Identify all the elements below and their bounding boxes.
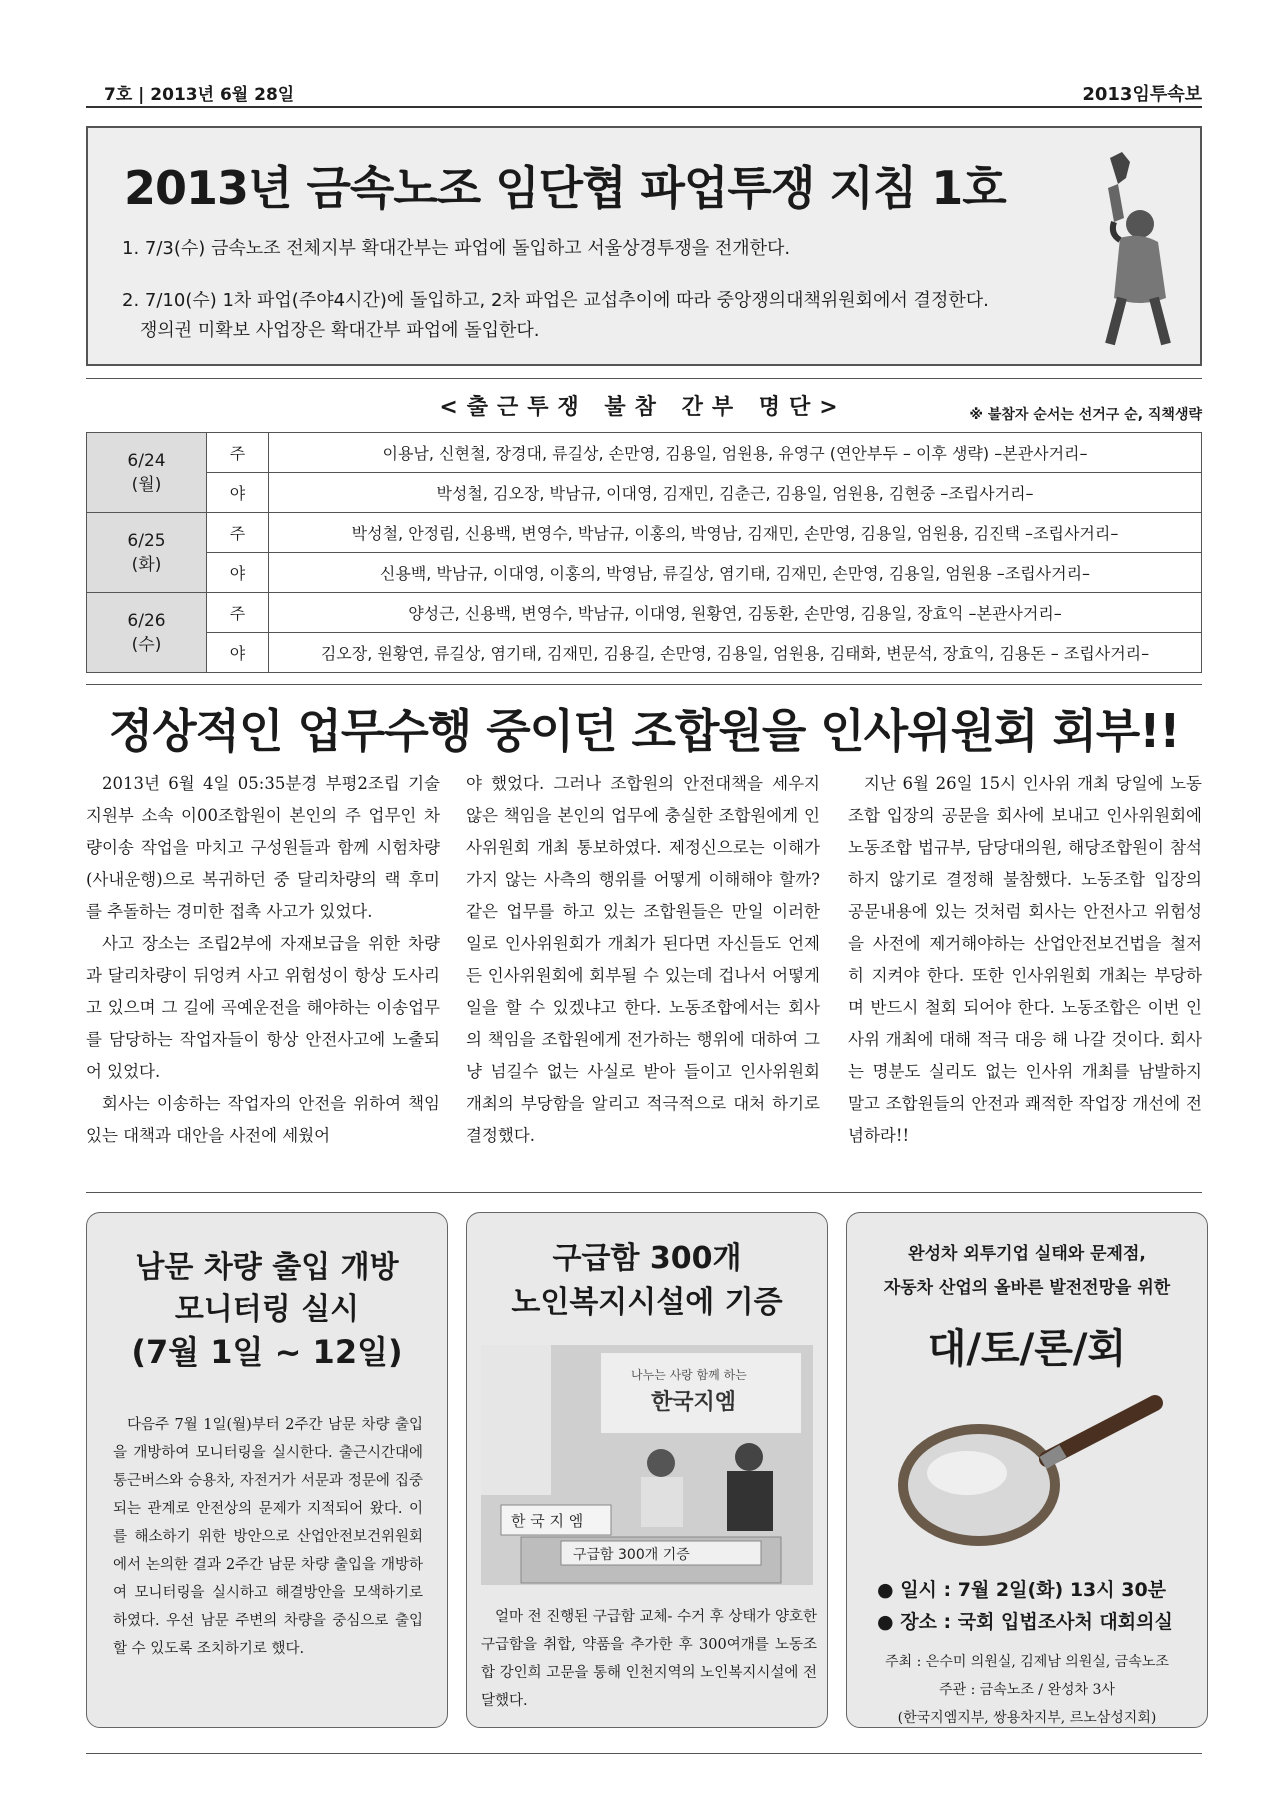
photo-box-text: 구급함 300개 기증 xyxy=(573,1547,690,1563)
south-gate-title-dates: (7월 1일 ~ 12일) xyxy=(131,1333,403,1371)
roster-date: 6/25 xyxy=(127,530,166,551)
shift-label: 주 xyxy=(207,513,269,553)
south-gate-title-line2: 모니터링 실시 xyxy=(174,1292,360,1327)
debate-organizer: 주관 : 금속노조 / 완성차 3사 xyxy=(939,1682,1115,1698)
magnifying-glass-icon xyxy=(887,1393,1167,1553)
shift-label: 야 xyxy=(207,553,269,593)
debate-members: (한국지엠지부, 쌍용차지부, 르노삼성지회) xyxy=(897,1710,1157,1726)
roster-note: ※ 불참자 순서는 선거구 순, 직책생략 xyxy=(969,407,1202,423)
shift-label: 주 xyxy=(207,433,269,473)
shift-label: 야 xyxy=(207,473,269,513)
strike-item-1: 1. 7/3(수) 금속노조 전체지부 확대간부는 파업에 돌입하고 서울상경투쟁을 전개한다. xyxy=(122,238,791,259)
bottom-rule xyxy=(86,1753,1202,1754)
strike-title: 2013년 금속노조 임단협 파업투쟁 지침 1호 xyxy=(124,161,1006,215)
debate-date: ● 일시 : 7월 2일(화) 13시 30분 xyxy=(877,1579,1167,1601)
roster-date-cell xyxy=(87,433,207,513)
south-gate-body: 다음주 7월 1일(월)부터 2주간 남문 차량 출입을 개방하여 모니터링을 실시한다. 출근시간대에 통근버스와 승용차, 자전거가 서문과 정문에 집중되는 관계로 안전상의 문제가 지적되어 왔다. 이를 해소하기 위한 방안으로 산업안전보건위원회에서 논의한 결과 2주간 남문 차량 출입을 개방하여 모니터링을 실시하고 해결방안을 모색하기로 하였다. 우선 남문 주변의 차량을 중심으로 출입 할 수 있도록 조치하기로 했다. xyxy=(113,1417,423,1657)
shift-label: 주 xyxy=(207,593,269,633)
article-paragraph: 회사는 이송하는 작업자의 안전을 위하여 책임있는 대책과 대안을 사전에 세웠어 xyxy=(86,1094,440,1145)
south-gate-title xyxy=(87,1247,447,1373)
debate-venue: ● 장소 : 국회 입법조사처 대회의실 xyxy=(877,1611,1173,1633)
first-aid-donation-box xyxy=(466,1212,828,1728)
series-title: 2013임투속보 xyxy=(1082,84,1202,105)
donation-title xyxy=(467,1237,827,1325)
donation-photo xyxy=(481,1345,813,1585)
donation-title-line1: 구급함 300개 xyxy=(552,1241,742,1276)
roster-names: 박성철, 안정림, 신용백, 변영수, 박남규, 이홍의, 박영남, 김재민, 손만영, 김용일, 엄원용, 김진택 –조립사거리– xyxy=(269,513,1202,553)
debate-title: 대/토/론/회 xyxy=(927,1326,1127,1372)
debate-host: 주최 : 은수미 의원실, 김제남 의원실, 금속노조 xyxy=(885,1654,1169,1670)
roster-names: 양성근, 신용백, 변영수, 박남규, 이대영, 원황연, 김동환, 손만영, 김용일, 장효익 –본관사거리– xyxy=(269,593,1202,633)
roster-top-rule xyxy=(86,378,1202,379)
strike-guideline-box xyxy=(86,126,1202,366)
roster-date-cell xyxy=(87,513,207,593)
photo-sign-text: 나누는 사랑 함께 하는 xyxy=(631,1368,747,1382)
section-divider xyxy=(86,1192,1202,1193)
south-gate-notice-box xyxy=(86,1212,448,1728)
table-row xyxy=(87,473,1202,513)
debate-subtitle-line1: 완성차 외투기업 실태와 문제점, xyxy=(908,1244,1146,1264)
donation-body: 얼마 전 진행된 구급함 교체- 수거 후 상태가 양호한 구급함을 취합, 약품을 추가한 후 300여개를 노동조합 강인희 고문을 통해 인천지역의 노인복지시설에 전달했다. xyxy=(481,1609,817,1709)
table-row xyxy=(87,633,1202,673)
roster-names: 신용백, 박남규, 이대영, 이홍의, 박영남, 류길상, 염기태, 김재민, 손만영, 김용일, 엄원용 –조립사거리– xyxy=(269,553,1202,593)
article-column-2 xyxy=(466,768,820,1152)
table-row xyxy=(87,433,1202,473)
article-paragraph: 지난 6월 26일 15시 인사위 개최 당일에 노동조합 입장의 공문을 회사에 보내고 인사위원회에 노동조합 법규부, 담당대의원, 해당조합원이 참석 하지 않기로 결정해 불참했다. 노동조합 입장의 공문내용에 있는 것처럼 회사는 안전사고 위험성을 사전에 제거해야하는 산업안전보건법을 철저히 지켜야 한다. 또한 인사위원회 개최는 부당하며 반드시 철회 되어야 한다. 노동조합은 이번 인사위 개최에 대해 적극 대응 해 나갈 것이다. 회사는 명분도 실리도 없는 인사위 개최를 남발하지 말고 조합원들의 안전과 쾌적한 작업장 개선에 전념하라!! xyxy=(848,774,1202,1145)
article-paragraph: 사고 장소는 조립2부에 자재보급을 위한 차량과 달리차량이 뒤엉켜 사고 위험성이 항상 도사리고 있으며 그 길에 곡예운전을 해야하는 이송업무를 담당하는 작업자들이 항상 안전사고에 노출되어 있었다. xyxy=(86,934,440,1081)
issue-info: 7호 | 2013년 6월 28일 xyxy=(104,85,295,105)
roster-names: 박성철, 김오장, 박남규, 이대영, 김재민, 김춘근, 김용일, 엄원용, 김현중 –조립사거리– xyxy=(269,473,1202,513)
roster-date: 6/26 xyxy=(127,610,166,631)
article-headline: 정상적인 업무수행 중이던 조합원을 인사위원회 회부!! xyxy=(86,684,1202,761)
donation-title-line2: 노인복지시설에 기증 xyxy=(511,1285,783,1320)
table-row xyxy=(87,593,1202,633)
photo-brand-text: 한국지엠 xyxy=(651,1390,737,1415)
roster-names: 김오장, 원황연, 류길상, 염기태, 김재민, 김용길, 손만영, 김용일, 엄원용, 김태화, 변문석, 장효익, 김용돈 – 조립사거리– xyxy=(269,633,1202,673)
roster-dow: (월) xyxy=(131,474,162,495)
photo-banner-text: 한 국 지 엠 xyxy=(511,1512,584,1530)
table-row xyxy=(87,553,1202,593)
strike-item-2-cont: 쟁의권 미확보 사업장은 확대간부 파업에 돌입한다. xyxy=(140,320,540,341)
roster-title: <출근투쟁 불참 간부 명단> xyxy=(439,395,847,420)
article-column-1 xyxy=(86,768,440,1152)
debate-subtitle-line2: 자동차 산업의 올바른 발전전망을 위한 xyxy=(883,1278,1171,1298)
roster-date: 6/24 xyxy=(127,450,166,471)
south-gate-title-line1: 남문 차량 출입 개방 xyxy=(135,1250,399,1285)
roster-date-cell xyxy=(87,593,207,673)
table-row xyxy=(87,513,1202,553)
roster-names: 이용남, 신현철, 장경대, 류길상, 손만영, 김용일, 엄원용, 유영구 (연안부두 – 이후 생략) –본관사거리– xyxy=(269,433,1202,473)
article-paragraph: 2013년 6월 4일 05:35분경 부평2조립 기술지원부 소속 이00조합원이 본인의 주 업무인 차량이송 작업을 마치고 구성원들과 함께 시험차량(사내운행)으로 복귀하던 중 달리차량의 랙 후미를 추돌하는 경미한 접촉 사고가 있었다. xyxy=(86,774,440,921)
article-column-3 xyxy=(848,768,1202,1152)
shift-label: 야 xyxy=(207,633,269,673)
article-paragraph: 야 했었다. 그러나 조합원의 안전대책을 세우지 않은 책임을 본인의 업무에 충실한 조합원에게 인사위원회 개최 통보하였다. 제정신으로는 이해가 가지 않는 사측의 행위를 어떻게 이해해야 할까? 같은 업무를 하고 있는 조합원들은 만일 이러한 일로 인사위원회가 개최가 된다면 자신들도 언제든 인사위원회에 회부될 수 있는데 겁나서 어떻게 일을 할 수 있겠냐고 한다. 노동조합에서는 회사의 책임을 조합원에게 전가하는 행위에 대하여 그냥 넘길수 없는 사실로 받아 들이고 인사위원회 개최의 부당함을 알리고 적극적으로 대처 하기로 결정했다. xyxy=(466,774,820,1145)
strike-item-2: 2. 7/10(수) 1차 파업(주야4시간)에 돌입하고, 2차 파업은 교섭추이에 따라 중앙쟁의대책위원회에서 결정한다. xyxy=(122,290,989,311)
roster-dow: (화) xyxy=(131,554,162,575)
page-header xyxy=(86,74,1202,108)
fist-worker-illustration xyxy=(1070,148,1180,348)
debate-notice-box xyxy=(846,1212,1208,1728)
absent-roster-table xyxy=(86,432,1202,673)
debate-subtitle xyxy=(847,1237,1207,1305)
roster-dow: (수) xyxy=(131,634,162,655)
